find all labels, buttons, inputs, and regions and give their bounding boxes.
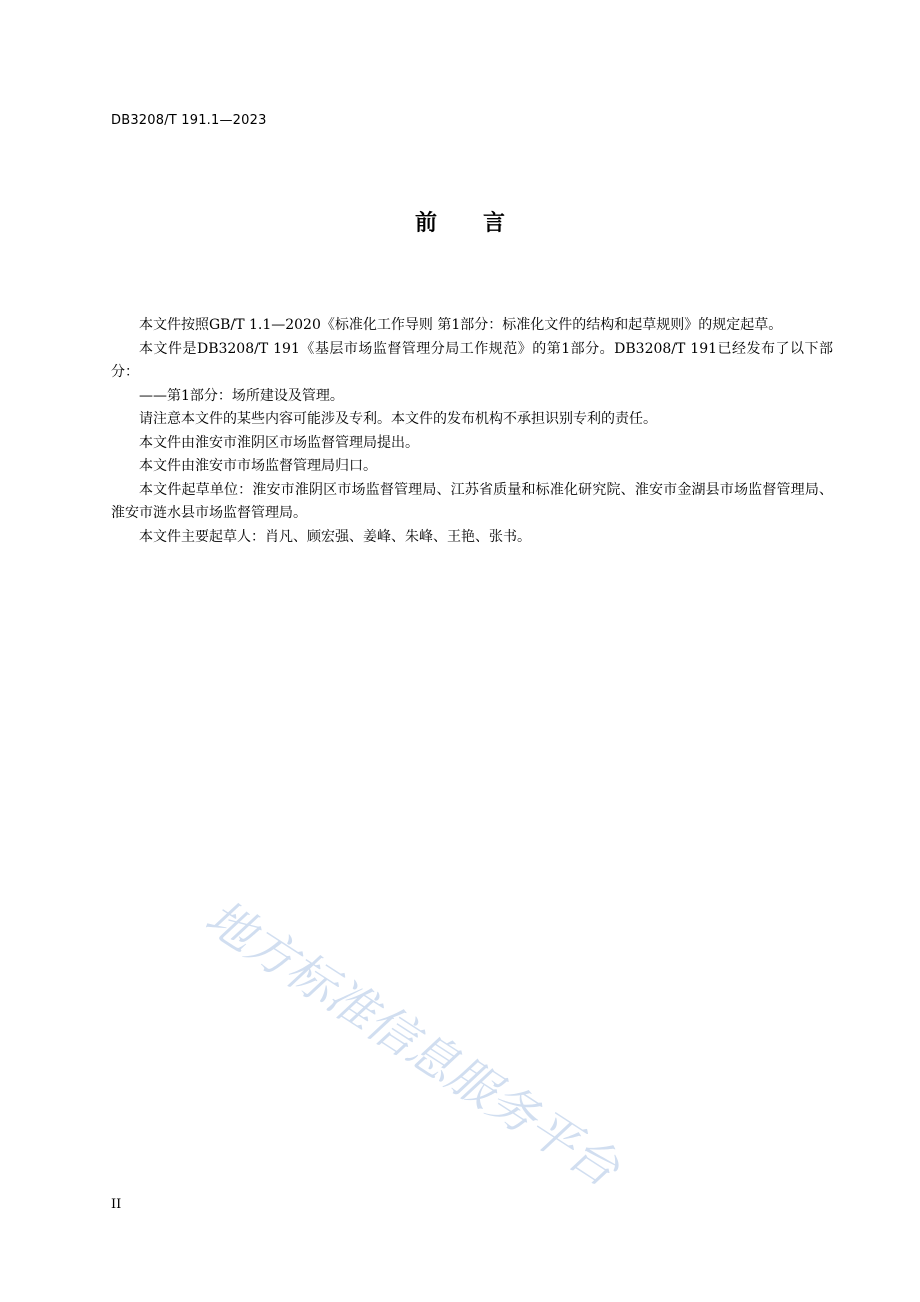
paragraph-proposed-by: 本文件由淮安市淮阴区市场监督管理局提出。	[139, 434, 419, 451]
watermark: 地方标准信息服务平台	[195, 889, 629, 1198]
paragraph-series-info: 本文件是DB3208/T 191《基层市场监督管理分局工作规范》的第1部分。DB3208/T 191已经发布了以下部分：	[111, 340, 833, 380]
paragraph-drafting-rules: 本文件按照GB/T 1.1—2020《标准化工作导则 第1部分：标准化文件的结构和起草规则》的规定起草。	[139, 317, 783, 333]
paragraph-drafting-units: 本文件起草单位：淮安市淮阴区市场监督管理局、江苏省质量和标准化研究院、淮安市金湖县市场监督管理局、淮安市涟水县市场监督管理局。	[111, 481, 833, 521]
paragraph-drafters: 本文件主要起草人：肖凡、顾宏强、姜峰、朱峰、王艳、张书。	[139, 528, 531, 545]
page-number: II	[111, 1197, 122, 1212]
page-title: 前言	[414, 211, 551, 236]
paragraph-patent-notice: 请注意本文件的某些内容可能涉及专利。本文件的发布机构不承担识别专利的责任。	[139, 411, 657, 427]
paragraph-centralized-by: 本文件由淮安市市场监督管理局归口。	[139, 458, 377, 474]
paragraph-part-list: ——第1部分：场所建设及管理。	[139, 387, 344, 404]
document-code: DB3208/T 191.1—2023	[111, 113, 267, 128]
foreword-body	[111, 314, 833, 549]
